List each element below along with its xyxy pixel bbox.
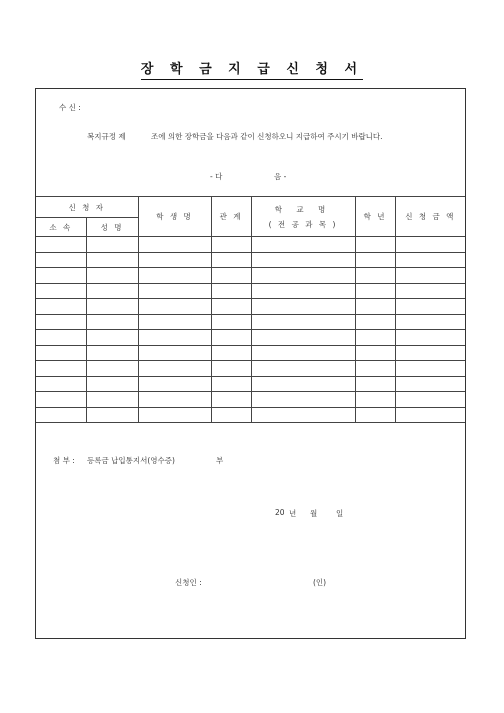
row-applicant-name-cell (86, 268, 138, 284)
table-row (36, 345, 465, 361)
row-grade-cell (355, 314, 395, 330)
applicant-label: 신청인 : (175, 578, 202, 587)
table-row (36, 268, 465, 284)
table-row (36, 392, 465, 408)
date-day: 일 (336, 509, 344, 518)
row-student-name-cell (138, 252, 211, 268)
table-row (36, 283, 465, 299)
row-applicant-name-cell (86, 345, 138, 361)
row-amount-cell (395, 268, 465, 284)
attachment-item: 등록금 납입통지서(영수증) (87, 456, 175, 465)
row-relation-cell (211, 407, 251, 423)
row-affiliation-cell (36, 407, 86, 423)
row-affiliation-cell (36, 237, 86, 253)
date-year: 년 (289, 509, 297, 518)
row-school-cell (251, 252, 355, 268)
row-school-cell (251, 376, 355, 392)
major-header: ( 전 공 과 목 ) (268, 219, 338, 229)
row-student-name-cell (138, 345, 211, 361)
row-grade-cell (355, 237, 395, 253)
row-amount-cell (395, 252, 465, 268)
row-relation-cell (211, 314, 251, 330)
row-relation-cell (211, 361, 251, 377)
row-affiliation-cell (36, 330, 86, 346)
grade-header: 학 년 (355, 197, 395, 237)
row-school-cell (251, 407, 355, 423)
row-grade-cell (355, 330, 395, 346)
row-grade-cell (355, 283, 395, 299)
table-row (36, 314, 465, 330)
date-month: 월 (310, 509, 318, 518)
row-affiliation-cell (36, 361, 86, 377)
table-row (36, 361, 465, 377)
row-amount-cell (395, 299, 465, 315)
row-relation-cell (211, 376, 251, 392)
table-row (36, 376, 465, 392)
row-relation-cell (211, 252, 251, 268)
form-frame (35, 88, 466, 639)
form-title (0, 58, 504, 77)
row-applicant-name-cell (86, 314, 138, 330)
row-school-cell (251, 361, 355, 377)
row-student-name-cell (138, 330, 211, 346)
row-relation-cell (211, 237, 251, 253)
row-relation-cell (211, 268, 251, 284)
row-affiliation-cell (36, 268, 86, 284)
row-applicant-name-cell (86, 299, 138, 315)
row-applicant-name-cell (86, 407, 138, 423)
row-grade-cell (355, 376, 395, 392)
row-student-name-cell (138, 299, 211, 315)
row-relation-cell (211, 330, 251, 346)
row-student-name-cell (138, 237, 211, 253)
date-year-prefix: 20 (275, 508, 285, 517)
form-title-text: 장 학 금 지 급 신 청 서 (141, 62, 363, 80)
row-school-cell (251, 330, 355, 346)
recipient-label: 수 신 : (59, 103, 81, 112)
row-applicant-name-cell (86, 237, 138, 253)
row-relation-cell (211, 392, 251, 408)
row-grade-cell (355, 252, 395, 268)
row-school-cell (251, 283, 355, 299)
row-affiliation-cell (36, 314, 86, 330)
row-school-cell (251, 299, 355, 315)
attachment-label: 첨 부 : (53, 456, 75, 465)
applicant-name-header: 성 명 (86, 218, 138, 237)
row-amount-cell (395, 237, 465, 253)
row-applicant-name-cell (86, 252, 138, 268)
row-grade-cell (355, 345, 395, 361)
request-sentence: 조에 의한 장학금을 다음과 같이 신청하오니 지급하여 주시기 바랍니다. (151, 132, 383, 141)
attachment-unit: 부 (216, 456, 224, 465)
row-relation-cell (211, 345, 251, 361)
row-amount-cell (395, 376, 465, 392)
relation-header: 관 계 (211, 197, 251, 237)
applicant-header: 신 청 자 (36, 197, 138, 218)
row-applicant-name-cell (86, 361, 138, 377)
row-grade-cell (355, 268, 395, 284)
row-student-name-cell (138, 283, 211, 299)
row-applicant-name-cell (86, 376, 138, 392)
applicant-table (36, 196, 465, 423)
row-relation-cell (211, 299, 251, 315)
row-school-cell (251, 345, 355, 361)
row-student-name-cell (138, 392, 211, 408)
regulation-prefix: 복지규정 제 (87, 132, 126, 141)
table-row (36, 252, 465, 268)
row-amount-cell (395, 407, 465, 423)
row-amount-cell (395, 361, 465, 377)
heading-left: - 다 (210, 172, 223, 181)
row-student-name-cell (138, 407, 211, 423)
row-applicant-name-cell (86, 330, 138, 346)
school-name-header: 학 교 명 (274, 204, 332, 214)
row-school-cell (251, 268, 355, 284)
row-student-name-cell (138, 361, 211, 377)
row-grade-cell (355, 407, 395, 423)
row-school-cell (251, 392, 355, 408)
row-student-name-cell (138, 314, 211, 330)
school-header (251, 197, 355, 237)
row-school-cell (251, 237, 355, 253)
table-row (36, 299, 465, 315)
row-amount-cell (395, 345, 465, 361)
table-row (36, 407, 465, 423)
student-name-header: 학 생 명 (138, 197, 211, 237)
row-affiliation-cell (36, 299, 86, 315)
row-affiliation-cell (36, 376, 86, 392)
row-affiliation-cell (36, 283, 86, 299)
table-row (36, 237, 465, 253)
row-affiliation-cell (36, 252, 86, 268)
row-amount-cell (395, 392, 465, 408)
row-relation-cell (211, 283, 251, 299)
row-amount-cell (395, 314, 465, 330)
amount-header: 신 청 금 액 (395, 197, 465, 237)
table-row (36, 330, 465, 346)
row-amount-cell (395, 283, 465, 299)
row-amount-cell (395, 330, 465, 346)
row-grade-cell (355, 361, 395, 377)
row-applicant-name-cell (86, 392, 138, 408)
affiliation-header: 소 속 (36, 218, 86, 237)
row-applicant-name-cell (86, 283, 138, 299)
table-body (36, 237, 465, 423)
row-grade-cell (355, 392, 395, 408)
row-school-cell (251, 314, 355, 330)
row-student-name-cell (138, 376, 211, 392)
seal-mark: (인) (313, 578, 327, 587)
row-student-name-cell (138, 268, 211, 284)
heading-right: 음 - (274, 172, 287, 181)
row-affiliation-cell (36, 345, 86, 361)
row-grade-cell (355, 299, 395, 315)
row-affiliation-cell (36, 392, 86, 408)
